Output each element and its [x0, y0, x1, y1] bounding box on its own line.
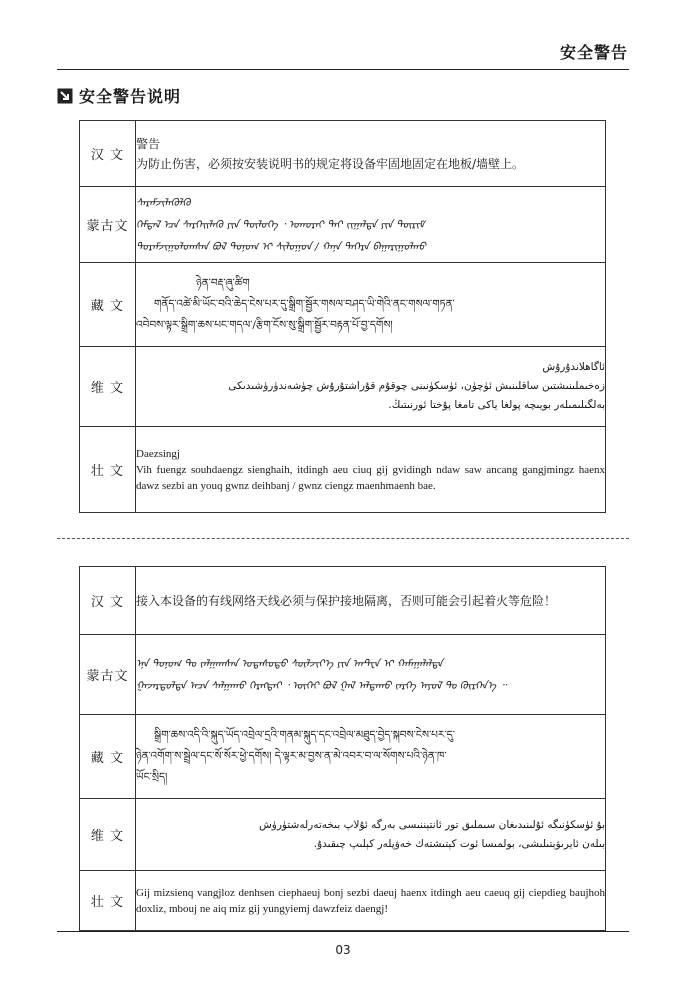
page-header-title: 安全警告	[559, 43, 628, 62]
text-mongolian	[136, 187, 606, 263]
header-rule	[57, 69, 629, 70]
text-line: Vih fuengz souhdaengz sienghaih, itdingh aeu ciuq gij gvidingh ndaw saw ancang gangjmingz haenx dawz sezbi an youq gwnz deihbanj / gwnz ciengz maenhmaenh bae.	[136, 463, 605, 492]
table-row-tibetan	[80, 263, 606, 347]
lang-label: 壮 文	[80, 427, 136, 513]
text-chinese	[136, 567, 606, 635]
lang-label: 维 文	[80, 347, 136, 427]
table-row-tibetan	[80, 715, 606, 799]
text-line: ᠰᠡᠷᠡᠮᠵᠢᠯᠡᠭᠦᠯᠬᠦ	[136, 196, 191, 209]
text-line: 为防止伤害，必须按安装说明书的规定将设备牢固地固定在地板/墙壁上。	[136, 156, 525, 171]
text-zhuang	[136, 427, 606, 513]
text-line: སྒྲིག་ཆས་འདི་འི་སྐུད་ཡོད་འབྲེལ་དྲའི་གནམ་སྐུད་དང་འབྲེལ་མཐུད་བྱེད་སྐབས་ངེས་པར་དུ་	[154, 729, 455, 741]
lang-label: 汉 文	[80, 121, 136, 187]
text-zhuang	[136, 871, 606, 931]
text-line: Gij mizsienq vangjloz denhsen ciephaeuj bonj sezbi daeuj haenx itdingh aeu caeuq gij ciepdieg baujhoh doxliz, mbouj ne aiq miz gij yungyiemj dawzfeiz daengj!	[136, 886, 605, 915]
footer-rule	[57, 931, 629, 932]
section-title: 安全警告说明	[79, 87, 182, 106]
text-line: ئاگاھلاندۇرۇش	[542, 361, 605, 373]
text-line: بىلەن ئايرىۋېتىلىشى، بولمىسا ئوت كېتىشتەك خەۋپلەر كېلىپ چىقىدۇ.	[313, 837, 605, 850]
text-line: بۇ ئۈسكۈنىگە ئۇلىنىدىغان سىملىق تور ئانتېننىسى بەرگە ئۇلاپ بىخەتەرلەشتۈرۈش	[258, 818, 605, 831]
table-row-chinese	[80, 121, 606, 187]
text-line: ᠭᠡᠮᠲᠡᠯ ᠡᠴᠡ ᠰᠡᠷᠭᠡᠢᠯᠡᠬᠦ ᠶᠢᠨ ᠲᠥᠯᠥᠭᠡ ᠂ ᠤᠬᠤᠷᠠᠢ ᠲᠠᠢ ᠵᠢᠭᠠᠯᠲᠠ ᠶᠢᠨ ᠳᠦᠷᠢᠮ	[136, 218, 425, 231]
lang-label: 藏 文	[80, 715, 136, 799]
text-line: 警告	[136, 136, 161, 151]
lang-label: 蒙古文	[80, 187, 136, 263]
text-tibetan	[136, 263, 606, 347]
table-row-chinese	[80, 567, 606, 635]
warning-table-1	[79, 120, 606, 513]
dashed-divider	[57, 538, 629, 539]
text-uyghur	[136, 799, 606, 871]
text-line: ᠭᠠᠵᠠᠷᠳᠤᠯᠲᠠ ᠠᠴᠠ ᠰᠠᠯᠭᠠᠬᠤ ᠬᠡᠷᠡᠭᠲᠡᠢ ᠂ ᠦᠭᠡᠢ ᠪᠣᠯ ᠭᠠᠯ ᠠᠯᠳᠠᠬᠤ ᠵᠡᠷᠭᠡ ᠠᠶᠤᠯ ᠲᠤ ᠬᠦᠷᠭᠡᠨ᠎ᠡ ᠃	[136, 679, 507, 692]
lang-label: 壮 文	[80, 871, 136, 931]
warning-table-2	[79, 566, 606, 931]
table-row-zhuang	[80, 427, 606, 513]
text-line: بەلگىلىمىلەر بويىچە پولغا ياكى تامغا پۇختا ئورنىتىڭ.	[388, 399, 605, 411]
table-row-mongolian	[80, 635, 606, 715]
text-mongolian	[136, 635, 606, 715]
table-row-zhuang	[80, 871, 606, 931]
text-line: Daezsingj	[136, 447, 180, 460]
text-line: ᠡᠨᠡ ᠲᠣᠨᠣᠭ ᠲᠤ ᠵᠠᠯᠭᠠᠭᠰᠠᠨ ᠤᠲᠠᠰᠤᠲᠤ ᠰᠦᠯᠵᠢᠶ᠎ᠡ ᠶᠢᠨ ᠠᠨᠲ᠋ᠧᠨ ᠢ ᠬᠠᠮᠠᠭᠠᠯᠠᠯᠲᠠ	[136, 657, 443, 670]
text-line: 接入本设备的有线网络天线必须与保护接地隔离，否则可能会引起着火等危险！	[136, 593, 557, 608]
text-line: ཡོང་སྲིད།	[136, 771, 168, 783]
table-row-mongolian	[80, 187, 606, 263]
page-number: 03	[335, 943, 351, 957]
lang-label: 维 文	[80, 799, 136, 871]
lang-label: 汉 文	[80, 567, 136, 635]
text-line: ᠳᠤᠷᠠᠮᠵᠢᠭᠤᠯᠤᠭᠰᠠᠨ ᠪᠣᠯ ᠲᠣᠨᠣᠭ ᠢ ᠰᠢᠯᠣᠭᠤᠨ / ᠬᠠᠨᠠ ᠳᠡᠭᠡᠷᠡ ᠪᠠᠭᠠᠷᠢᠭᠤᠯᠬᠤ	[136, 240, 426, 253]
table-row-uyghur	[80, 347, 606, 427]
text-line: གནོད་འཚེ་མི་ཡོང་བའི་ཆེད་ངེས་པར་དུ་སྒྲིག་སྦྱོར་གསལ་བཤད་ཡི་གེའི་ནང་གསལ་གཏན་	[154, 298, 455, 310]
lang-label: 蒙古文	[80, 635, 136, 715]
text-tibetan	[136, 715, 606, 799]
text-chinese	[136, 121, 606, 187]
section-heading	[57, 84, 181, 107]
text-line: ཉེན་འགོག་ས་སྦྲེལ་དང་སོ་སོར་ཕྱེ་དགོས། དེ་ལྟར་མ་བྱས་ན་མེ་འབར་བ་ལ་སོགས་པའི་ཉེན་ཁ་	[136, 750, 447, 762]
text-line: ཉེན་བརྡ་ཞུ་ཚིག	[196, 277, 250, 289]
lang-label: 藏 文	[80, 263, 136, 347]
text-line: زەخىملىنىشتىن ساقلىنىش ئۈچۈن، ئۈسكۈنىنى چوقۇم قۇراشتۇرۇش چۈشەندۈرۈشىدىكى	[228, 380, 605, 392]
table-row-uyghur	[80, 799, 606, 871]
text-line: འབེབས་ལྟར་སྒྲིག་ཆས་པང་གདལ་/རྩིག་ངོས་སུ་སྒྲིག་སྦྱོར་བརྟན་པོ་བྱ་དགོས།	[136, 319, 393, 331]
arrow-box-icon	[57, 88, 73, 104]
text-uyghur	[136, 347, 606, 427]
